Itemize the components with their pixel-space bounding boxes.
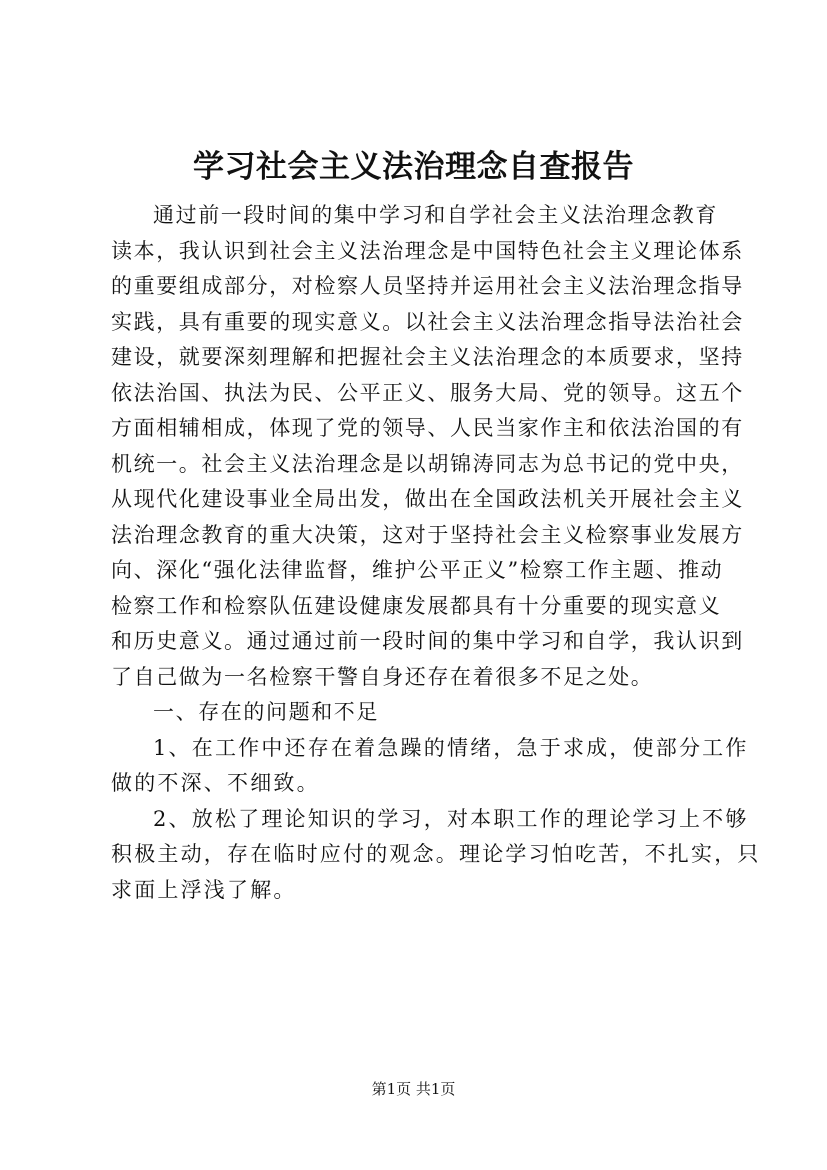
paragraph-line: 读本，我认识到社会主义法治理念是中国特色社会主义理论体系 (111, 238, 744, 263)
paragraph-line: 机统一。社会主义法治理念是以胡锦涛同志为总书记的党中央， (111, 451, 744, 476)
paragraph-line: 通过前一段时间的集中学习和自学社会主义法治理念教育 (153, 203, 718, 227)
paragraph-line: 检察工作和检察队伍建设健康发展都具有十分重要的现实意义 (111, 593, 722, 618)
paragraph-line: 和历史意义。通过通过前一段时间的集中学习和自学，我认识到 (111, 629, 744, 653)
paragraph-line: 从现代化建设事业全局出发，做出在全国政法机关开展社会主义 (111, 487, 744, 511)
paragraph-line: 法治理念教育的重大决策，这对于坚持社会主义检察事业发展方 (111, 522, 744, 547)
page-number-footer: 第1页 共1页 (371, 1080, 456, 1098)
paragraph-line: 了自己做为一名检察干警自身还存在着很多不足之处。 (111, 664, 654, 689)
paragraph-line: 依法治国、执法为民、公平正义、服务大局、党的领导。这五个 (111, 380, 744, 405)
document-body (111, 198, 761, 908)
list-item-line: 1、在工作中还存在着急躁的情绪，急于求成，使部分工作 (153, 735, 749, 760)
paragraph-line: 实践，具有重要的现实意义。以社会主义法治理念指导法治社会 (111, 309, 744, 334)
paragraph-line: 的重要组成部分，对检察人员坚持并运用社会主义法治理念指导 (111, 274, 744, 298)
section-heading: 一、存在的问题和不足 (153, 700, 379, 724)
document-title: 学习社会主义法治理念自查报告 (193, 149, 634, 185)
paragraph-line: 建设，就要深刻理解和把握社会主义法治理念的本质要求，坚持 (111, 345, 744, 369)
list-item-line: 积极主动，存在临时应付的观念。理论学习怕吃苦，不扎实，只 (111, 842, 761, 866)
paragraph-line: 向、深化“强化法律监督，维护公平正义”检察工作主题、推动 (111, 558, 724, 582)
list-item-line: 2、放松了理论知识的学习，对本职工作的理论学习上不够 (153, 806, 749, 831)
list-item-line: 做的不深、不细致。 (111, 771, 320, 795)
list-item-line: 求面上浮浅了解。 (111, 877, 297, 902)
paragraph-line: 方面相辅相成，体现了党的领导、人民当家作主和依法治国的有 (111, 416, 744, 440)
